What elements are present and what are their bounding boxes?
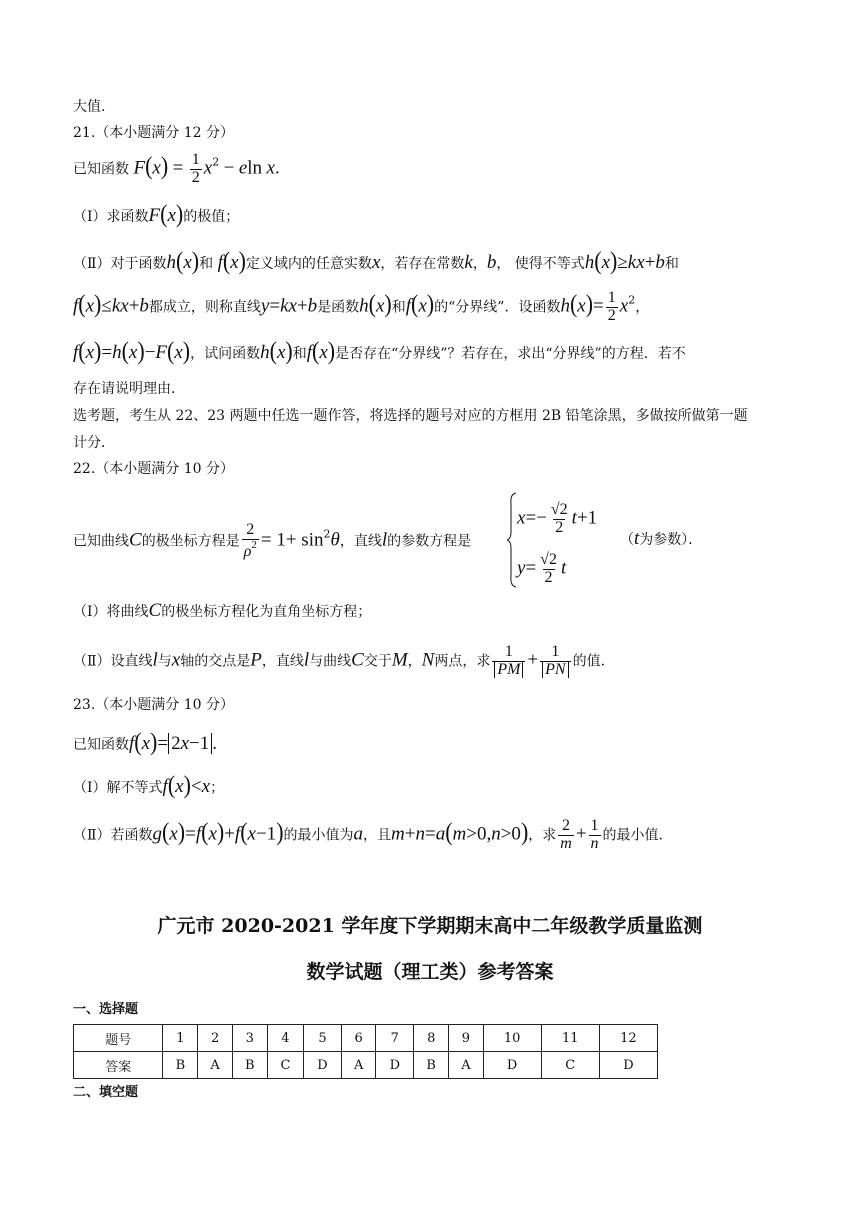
section-choice: 一、选择题 xyxy=(73,1002,139,1017)
table-cell: 5 xyxy=(304,1025,342,1052)
answer-title: 广元市 2020-2021 学年度下学期期末高中二年级教学质量监测 xyxy=(157,915,703,937)
table-cell: A xyxy=(341,1052,375,1079)
q22-heading: 22.（本小题满分 10 分） xyxy=(73,461,234,477)
q22-part2: （Ⅱ）设直线l与x轴的交点是P，直线l与曲线C交于M，N两点，求 $\frac{1}{PM}$ + $\frac{1}{PN}$ 的值． xyxy=(73,643,615,678)
q21-given: 已知函数 F(x) = $\frac{1}{2}$ $x^2 - eln$ x. xyxy=(73,151,280,186)
table-cell: A xyxy=(449,1052,483,1079)
q21-heading: 21.（本小题满分 12 分） xyxy=(73,125,234,141)
table-cell: C xyxy=(541,1052,599,1079)
answer-table xyxy=(73,1024,658,1079)
row-label-number: 题号 xyxy=(74,1025,163,1052)
q21-part2-line1: （Ⅱ）对于函数h(x)和 f(x)定义域内的任意实数x，若存在常数k，b， 使得不等式h(x)≥kx+b和 xyxy=(73,246,679,275)
q22-part1: （Ⅰ）将曲线C的极坐标方程化为直角坐标方程； xyxy=(73,600,372,621)
q23-given: 已知函数f(x)= 2x−1 . xyxy=(73,727,217,756)
section-fill: 二、填空题 xyxy=(73,1085,139,1100)
table-row-numbers xyxy=(74,1025,658,1052)
table-cell: D xyxy=(304,1052,342,1079)
q22-given: 已知曲线C的极坐标方程是 $\frac{2}{\rho^2}$ = $1+ \sin^2\theta$，直线l的参数方程是 xyxy=(73,521,472,560)
table-cell: 12 xyxy=(599,1025,657,1052)
q23-heading: 23.（本小题满分 10 分） xyxy=(73,697,234,713)
table-cell: 10 xyxy=(483,1025,541,1052)
q21-part2-line2: f(x)≤kx+b都成立，则称直线y=kx+b是函数h(x)和f(x)的“分界线”．设函数h(x)= $\frac{1}{2}$ $x^2$， xyxy=(73,289,650,324)
table-cell: 6 xyxy=(341,1025,375,1052)
table-cell: A xyxy=(198,1052,232,1079)
table-cell: D xyxy=(599,1052,657,1079)
table-cell: 1 xyxy=(163,1025,198,1052)
table-cell: B xyxy=(232,1052,267,1079)
param-eq-x: x=− $\frac{√2}{2}$ t+1 xyxy=(517,501,598,536)
q23-part2: （Ⅱ）若函数g(x)=f(x)+f(x−1)的最小值为a，且m+n=a(m>0,n>0)，求 $\frac{2}{m}$ + $\frac{1}{n}$ 的最小值． xyxy=(73,817,673,852)
q21-part1: （Ⅰ）求函数F(x)的极值； xyxy=(73,199,240,228)
table-cell: 2 xyxy=(198,1025,232,1052)
continued-text: 大值. xyxy=(73,99,106,115)
table-cell: 3 xyxy=(232,1025,267,1052)
table-cell: B xyxy=(414,1052,449,1079)
row-label-answer: 答案 xyxy=(74,1052,163,1079)
param-eq-y: y= $\frac{√2}{2}$ t xyxy=(517,551,567,586)
system-brace xyxy=(507,492,517,588)
table-cell: D xyxy=(483,1052,541,1079)
table-row-answers xyxy=(74,1052,658,1079)
param-note: （t为参数）． xyxy=(620,528,703,549)
q21-part2-line4: 存在请说明理由． xyxy=(73,381,185,397)
table-cell: 11 xyxy=(541,1025,599,1052)
elective-note-line1: 选考题，考生从 22、23 两题中任选一题作答，将选择的题号对应的方框用 2B 铅笔涂黑，多做按所做第一题 xyxy=(73,408,748,424)
table-cell: 7 xyxy=(376,1025,414,1052)
table-cell: 9 xyxy=(449,1025,483,1052)
table-cell: D xyxy=(376,1052,414,1079)
q21-part2-line3: f(x)=h(x)−F(x)，试问函数h(x)和f(x)是否存在“分界线”？若存在，求出“分界线”的方程．若不 xyxy=(73,336,686,365)
table-cell: 8 xyxy=(414,1025,449,1052)
table-cell: 4 xyxy=(267,1025,303,1052)
elective-note-line2: 计分． xyxy=(73,435,115,451)
table-cell: C xyxy=(267,1052,303,1079)
answer-subtitle: 数学试题（理工类）参考答案 xyxy=(306,961,554,983)
q23-part1: （Ⅰ）解不等式f(x)<x； xyxy=(73,770,225,799)
table-cell: B xyxy=(163,1052,198,1079)
